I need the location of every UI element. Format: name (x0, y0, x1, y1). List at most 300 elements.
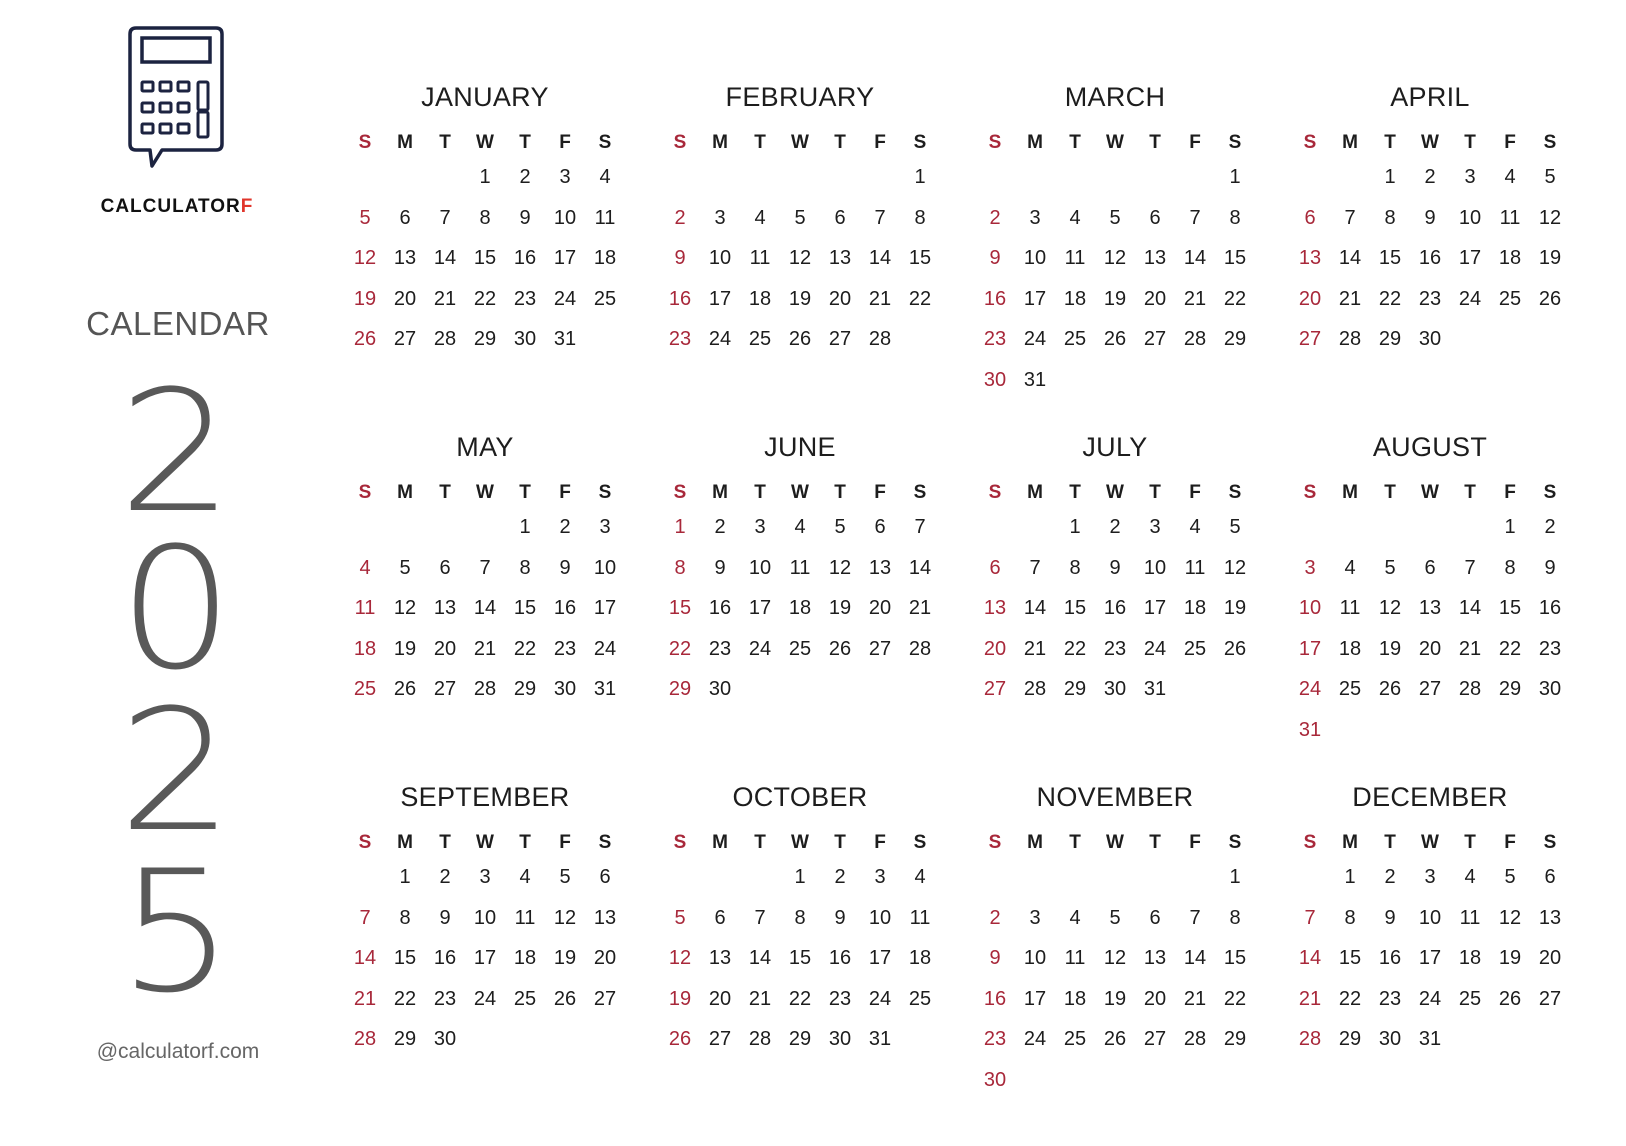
day-cell: 17 (1023, 287, 1047, 310)
day-cell: 8 (1344, 906, 1356, 929)
day-cell: 21 (1183, 287, 1207, 310)
day-cell: 8 (1069, 556, 1081, 579)
weekday-header: T (834, 832, 846, 853)
day-cell: 28 (1458, 678, 1482, 700)
month-title: JUNE (764, 432, 836, 462)
day-cell: 25 (748, 328, 772, 350)
day-cell: 22 (788, 987, 812, 1010)
weekday-header: S (598, 132, 612, 153)
day-cell: 19 (1223, 597, 1247, 619)
day-cell: 12 (788, 247, 812, 269)
day-cell: 26 (1223, 637, 1247, 660)
day-cell: 29 (1063, 678, 1087, 700)
day-cell: 13 (393, 247, 417, 269)
weekday-header: W (1106, 132, 1124, 153)
day-cell: 5 (1109, 906, 1121, 929)
day-cell: 9 (1384, 906, 1396, 929)
day-cell: 5 (399, 556, 411, 579)
month-june (660, 432, 940, 762)
month-september (345, 782, 625, 1112)
day-cell: 8 (674, 556, 686, 579)
month-title: JULY (1082, 432, 1148, 462)
day-cell: 24 (748, 637, 772, 660)
day-cell: 12 (1538, 206, 1562, 229)
day-cell: 22 (1338, 987, 1362, 1010)
day-cell: 20 (983, 637, 1007, 660)
day-cell: 22 (1223, 287, 1247, 310)
weekday-header: T (1384, 832, 1396, 853)
weekday-header: F (1189, 132, 1201, 153)
day-cell: 12 (1103, 947, 1127, 969)
day-cell: 12 (393, 597, 417, 619)
day-cell: 13 (1418, 597, 1442, 619)
day-cell: 27 (1418, 678, 1442, 700)
day-cell: 16 (513, 247, 537, 269)
day-cell: 20 (1298, 287, 1322, 310)
month-title: AUGUST (1372, 432, 1488, 462)
weekday-header: T (834, 482, 846, 503)
day-cell: 8 (914, 206, 926, 229)
month-october (660, 782, 940, 1112)
weekday-header: S (673, 832, 687, 853)
day-cell: 23 (983, 1028, 1007, 1050)
weekday-header: W (476, 482, 494, 503)
day-cell: 27 (828, 328, 852, 350)
day-cell: 31 (1023, 368, 1047, 391)
day-cell: 17 (1143, 597, 1167, 619)
day-cell: 28 (1023, 678, 1047, 700)
day-cell: 13 (708, 947, 732, 969)
day-cell: 10 (1458, 206, 1482, 229)
weekday-header: F (874, 132, 886, 153)
day-cell: 30 (983, 368, 1007, 391)
day-cell: 6 (834, 206, 846, 229)
day-cell: 16 (708, 597, 732, 619)
weekday-header: W (1421, 482, 1439, 503)
day-cell: 16 (433, 947, 457, 969)
day-cell: 17 (748, 597, 772, 619)
day-cell: 4 (914, 866, 926, 888)
day-cell: 3 (1149, 516, 1161, 538)
day-cell: 27 (1143, 1028, 1167, 1050)
weekday-header: F (1189, 482, 1201, 503)
day-cell: 30 (1103, 678, 1127, 700)
weekday-header: F (874, 482, 886, 503)
day-cell: 25 (593, 287, 617, 310)
day-cell: 10 (748, 556, 772, 579)
weekday-header: M (1342, 132, 1358, 153)
day-cell: 4 (1189, 516, 1201, 538)
month-february (660, 82, 940, 412)
day-cell: 30 (1538, 678, 1562, 700)
weekday-header: M (712, 132, 728, 153)
day-cell: 13 (983, 597, 1007, 619)
year-digit: 5 (118, 834, 234, 1030)
day-cell: 27 (433, 678, 457, 700)
month-july (975, 432, 1255, 762)
day-cell: 6 (399, 206, 411, 229)
day-cell: 3 (1029, 906, 1041, 929)
day-cell: 12 (553, 906, 577, 929)
day-cell: 3 (754, 516, 766, 538)
weekday-header: T (754, 832, 766, 853)
day-cell: 19 (353, 287, 377, 310)
weekday-header: M (1027, 482, 1043, 503)
day-cell: 16 (1538, 597, 1562, 619)
day-cell: 23 (513, 287, 537, 310)
day-cell: 22 (513, 637, 537, 660)
weekday-header: W (791, 482, 809, 503)
day-cell: 28 (353, 1028, 377, 1050)
day-cell: 30 (513, 328, 537, 350)
day-cell: 4 (519, 866, 531, 888)
weekday-header: M (1342, 482, 1358, 503)
day-cell: 12 (828, 556, 852, 579)
day-cell: 28 (433, 328, 457, 350)
day-cell: 24 (708, 328, 732, 350)
day-cell: 11 (514, 906, 536, 929)
day-cell: 22 (1498, 637, 1522, 660)
day-cell: 1 (399, 866, 411, 888)
day-cell: 4 (1069, 206, 1081, 229)
weekday-header: T (754, 132, 766, 153)
weekday-header: S (598, 832, 612, 853)
weekday-header: S (1543, 832, 1557, 853)
day-cell: 29 (473, 328, 497, 350)
day-cell: 10 (1143, 556, 1167, 579)
day-cell: 2 (519, 166, 531, 188)
month-title: MAY (456, 432, 514, 462)
weekday-header: M (397, 132, 413, 153)
day-cell: 19 (788, 287, 812, 310)
day-cell: 24 (473, 987, 497, 1010)
day-cell: 25 (788, 637, 812, 660)
day-cell: 12 (1378, 597, 1402, 619)
day-cell: 22 (1378, 287, 1402, 310)
day-cell: 26 (828, 637, 852, 660)
month-may (345, 432, 625, 762)
weekday-header: M (1342, 832, 1358, 853)
weekday-header: T (1464, 482, 1476, 503)
day-cell: 21 (748, 987, 772, 1010)
day-cell: 17 (473, 947, 497, 969)
day-cell: 25 (353, 678, 377, 700)
day-cell: 11 (1459, 906, 1481, 929)
day-cell: 2 (1384, 866, 1396, 888)
day-cell: 23 (1103, 637, 1127, 660)
day-cell: 20 (393, 287, 417, 310)
day-cell: 13 (593, 906, 617, 929)
weekday-header: W (1106, 482, 1124, 503)
day-cell: 6 (439, 556, 451, 579)
day-cell: 2 (1424, 166, 1436, 188)
day-cell: 24 (1298, 678, 1322, 700)
calendar-title: CALENDAR (86, 305, 270, 342)
day-cell: 26 (1378, 678, 1402, 700)
day-cell: 30 (983, 1068, 1007, 1091)
day-cell: 1 (1504, 516, 1516, 538)
day-cell: 14 (1183, 947, 1207, 969)
day-cell: 28 (1183, 1028, 1207, 1050)
day-cell: 23 (828, 987, 852, 1010)
brand-panel (0, 0, 345, 1146)
day-cell: 2 (1544, 516, 1556, 538)
weekday-header: S (988, 132, 1002, 153)
day-cell: 26 (553, 987, 577, 1010)
day-cell: 4 (599, 166, 611, 188)
day-cell: 19 (1103, 987, 1127, 1010)
day-cell: 6 (1544, 866, 1556, 888)
day-cell: 7 (479, 556, 491, 579)
weekday-header: F (559, 832, 571, 853)
weekday-header: T (834, 132, 846, 153)
day-cell: 16 (1378, 947, 1402, 969)
day-cell: 20 (828, 287, 852, 310)
weekday-header: S (1228, 832, 1242, 853)
day-cell: 6 (1304, 206, 1316, 229)
day-cell: 8 (1229, 906, 1241, 929)
weekday-header: S (1543, 132, 1557, 153)
day-cell: 10 (553, 206, 577, 229)
weekday-header: T (1464, 132, 1476, 153)
day-cell: 4 (1344, 556, 1356, 579)
day-cell: 12 (353, 247, 377, 269)
day-cell: 27 (393, 328, 417, 350)
day-cell: 3 (714, 206, 726, 229)
weekday-header: T (1149, 832, 1161, 853)
weekday-header: W (476, 832, 494, 853)
day-cell: 29 (393, 1028, 417, 1050)
weekday-header: S (913, 832, 927, 853)
day-cell: 5 (834, 516, 846, 538)
day-cell: 21 (1458, 637, 1482, 660)
day-cell: 30 (828, 1028, 852, 1050)
day-cell: 15 (1338, 947, 1362, 969)
day-cell: 2 (1109, 516, 1121, 538)
day-cell: 21 (353, 987, 377, 1010)
day-cell: 28 (473, 678, 497, 700)
weekday-header: S (913, 132, 927, 153)
day-cell: 8 (1229, 206, 1241, 229)
day-cell: 9 (674, 247, 686, 269)
day-cell: 11 (354, 597, 376, 619)
day-cell: 13 (1143, 947, 1167, 969)
day-cell: 22 (1223, 987, 1247, 1010)
day-cell: 15 (1498, 597, 1522, 619)
day-cell: 4 (794, 516, 806, 538)
day-cell: 15 (788, 947, 812, 969)
day-cell: 10 (1023, 247, 1047, 269)
day-cell: 1 (794, 866, 806, 888)
day-cell: 19 (1378, 637, 1402, 660)
day-cell: 15 (1223, 947, 1247, 969)
day-cell: 21 (1298, 987, 1322, 1010)
day-cell: 1 (479, 166, 491, 188)
day-cell: 28 (1338, 328, 1362, 350)
day-cell: 23 (983, 328, 1007, 350)
weekday-header: F (559, 132, 571, 153)
weekday-header: W (791, 132, 809, 153)
day-cell: 7 (359, 906, 371, 929)
day-cell: 16 (1103, 597, 1127, 619)
day-cell: 10 (473, 906, 497, 929)
day-cell: 7 (1029, 556, 1041, 579)
day-cell: 6 (1424, 556, 1436, 579)
day-cell: 21 (1338, 287, 1362, 310)
day-cell: 4 (359, 556, 371, 579)
weekday-header: W (1421, 832, 1439, 853)
day-cell: 29 (513, 678, 537, 700)
weekday-header: S (1228, 132, 1242, 153)
brand-name: CALCULATORF (100, 196, 254, 217)
day-cell: 8 (1384, 206, 1396, 229)
day-cell: 5 (1504, 866, 1516, 888)
day-cell: 25 (908, 987, 932, 1010)
day-cell: 10 (708, 247, 732, 269)
day-cell: 8 (794, 906, 806, 929)
day-cell: 2 (989, 206, 1001, 229)
day-cell: 7 (874, 206, 886, 229)
day-cell: 29 (1378, 328, 1402, 350)
day-cell: 25 (1458, 987, 1482, 1010)
day-cell: 14 (353, 947, 377, 969)
day-cell: 14 (473, 597, 497, 619)
month-title: OCTOBER (732, 782, 868, 812)
day-cell: 9 (1109, 556, 1121, 579)
day-cell: 11 (749, 247, 771, 269)
day-cell: 16 (983, 287, 1007, 310)
day-cell: 3 (1029, 206, 1041, 229)
website-handle: @calculatorf.com (96, 1040, 260, 1063)
day-cell: 20 (593, 947, 617, 969)
day-cell: 17 (1458, 247, 1482, 269)
day-cell: 24 (593, 637, 617, 660)
weekday-header: T (1069, 132, 1081, 153)
day-cell: 14 (1298, 947, 1322, 969)
month-august (1290, 432, 1570, 762)
day-cell: 6 (989, 556, 1001, 579)
day-cell: 9 (1544, 556, 1556, 579)
day-cell: 3 (1424, 866, 1436, 888)
weekday-header: T (1069, 482, 1081, 503)
day-cell: 22 (1063, 637, 1087, 660)
day-cell: 23 (668, 328, 692, 350)
day-cell: 18 (593, 247, 617, 269)
weekday-header: T (439, 832, 451, 853)
day-cell: 24 (1143, 637, 1167, 660)
day-cell: 28 (748, 1028, 772, 1050)
day-cell: 22 (668, 637, 692, 660)
day-cell: 10 (1418, 906, 1442, 929)
day-cell: 27 (868, 637, 892, 660)
day-cell: 19 (668, 987, 692, 1010)
month-title: SEPTEMBER (400, 782, 570, 812)
day-cell: 1 (914, 166, 926, 188)
day-cell: 9 (559, 556, 571, 579)
weekday-header: M (397, 832, 413, 853)
day-cell: 18 (1063, 987, 1087, 1010)
day-cell: 1 (674, 516, 686, 538)
day-cell: 4 (1464, 866, 1476, 888)
day-cell: 7 (914, 516, 926, 538)
day-cell: 26 (668, 1028, 692, 1050)
day-cell: 25 (1183, 637, 1207, 660)
day-cell: 7 (1189, 906, 1201, 929)
day-cell: 3 (479, 866, 491, 888)
day-cell: 31 (868, 1028, 892, 1050)
day-cell: 14 (1458, 597, 1482, 619)
month-december (1290, 782, 1570, 1112)
day-cell: 30 (708, 678, 732, 700)
weekday-header: S (1303, 482, 1317, 503)
day-cell: 20 (868, 597, 892, 619)
day-cell: 5 (794, 206, 806, 229)
day-cell: 24 (1418, 987, 1442, 1010)
day-cell: 18 (908, 947, 932, 969)
day-cell: 18 (1063, 287, 1087, 310)
day-cell: 28 (908, 637, 932, 660)
day-cell: 15 (513, 597, 537, 619)
day-cell: 15 (1223, 247, 1247, 269)
weekday-header: F (1504, 482, 1516, 503)
day-cell: 3 (599, 516, 611, 538)
day-cell: 31 (553, 328, 577, 350)
day-cell: 20 (1143, 287, 1167, 310)
day-cell: 20 (1143, 987, 1167, 1010)
day-cell: 17 (553, 247, 577, 269)
day-cell: 14 (1338, 247, 1362, 269)
day-cell: 17 (1418, 947, 1442, 969)
day-cell: 25 (1063, 1028, 1087, 1050)
day-cell: 15 (908, 247, 932, 269)
day-cell: 1 (1229, 866, 1241, 888)
day-cell: 16 (553, 597, 577, 619)
day-cell: 9 (834, 906, 846, 929)
day-cell: 9 (519, 206, 531, 229)
day-cell: 19 (553, 947, 577, 969)
weekday-header: M (397, 482, 413, 503)
day-cell: 26 (1498, 987, 1522, 1010)
day-cell: 6 (874, 516, 886, 538)
weekday-header: T (1384, 132, 1396, 153)
weekday-header: S (673, 482, 687, 503)
day-cell: 21 (1023, 637, 1047, 660)
day-cell: 7 (1464, 556, 1476, 579)
weekday-header: S (988, 482, 1002, 503)
day-cell: 14 (1023, 597, 1047, 619)
day-cell: 31 (1298, 718, 1322, 741)
day-cell: 24 (1458, 287, 1482, 310)
day-cell: 4 (1504, 166, 1516, 188)
day-cell: 28 (868, 328, 892, 350)
month-april (1290, 82, 1570, 412)
day-cell: 20 (708, 987, 732, 1010)
day-cell: 3 (1464, 166, 1476, 188)
day-cell: 3 (1304, 556, 1316, 579)
day-cell: 13 (433, 597, 457, 619)
day-cell: 1 (1229, 166, 1241, 188)
weekday-header: F (1504, 832, 1516, 853)
day-cell: 26 (393, 678, 417, 700)
weekday-header: T (519, 132, 531, 153)
day-cell: 15 (1378, 247, 1402, 269)
day-cell: 24 (1023, 328, 1047, 350)
day-cell: 26 (788, 328, 812, 350)
day-cell: 6 (599, 866, 611, 888)
day-cell: 8 (479, 206, 491, 229)
weekday-header: S (358, 132, 372, 153)
day-cell: 16 (1418, 247, 1442, 269)
